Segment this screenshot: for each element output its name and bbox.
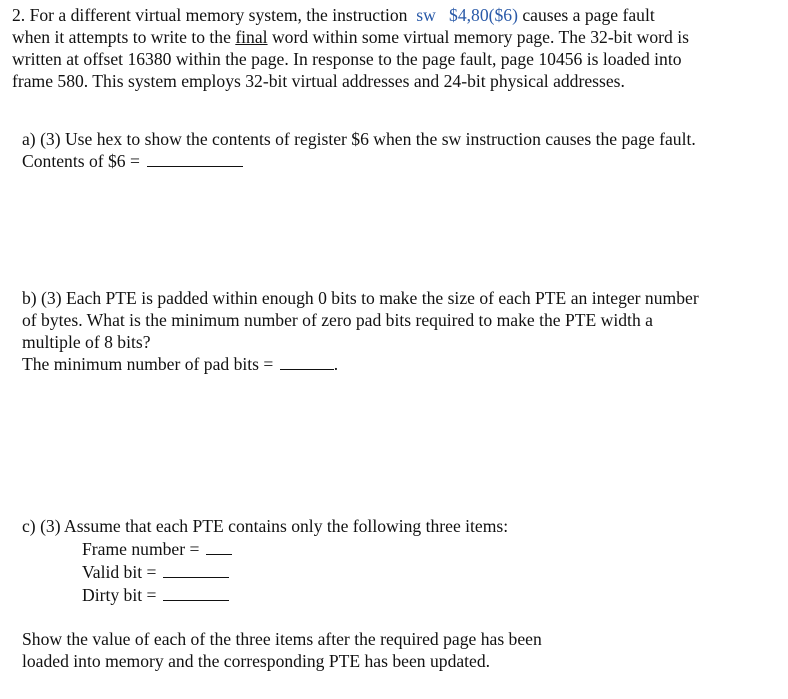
part-b-line-2: of bytes. What is the minimum number of zero pad bits required to make the PTE width a [22,310,653,330]
part-c-item-dirty-bit [82,584,229,606]
part-a-answer-label: Contents of $6 = [22,151,140,171]
frame-number-label: Frame number = [82,539,200,559]
frame-number-blank[interactable] [206,553,232,555]
problem-line-1-text: 2. For a different virtual memory system, the instruction [12,5,408,25]
problem-line-4: frame 580. This system employs 32-bit virtual addresses and 24-bit physical addresses. [12,71,625,91]
problem-line-1-end: causes a page fault [522,5,655,25]
part-a-question: a) (3) Use hex to show the contents of register $6 when the sw instruction causes the page fault. [22,129,696,149]
problem-line-1 [12,4,689,26]
part-b-answer-blank[interactable] [280,368,334,370]
dirty-bit-label: Dirty bit = [82,585,157,605]
part-b-answer-suffix: . [333,354,339,374]
instruction-operands: $4,80($6) [449,5,518,25]
dirty-bit-blank[interactable] [163,599,229,601]
part-a-answer-blank[interactable] [147,165,243,167]
problem-line-2 [12,26,689,48]
part-c-instructions [22,628,542,672]
valid-bit-label: Valid bit = [82,562,157,582]
part-b-answer-label: The minimum number of pad bits = [22,354,274,374]
problem-statement [12,4,689,92]
instruction-opcode: sw [416,5,436,25]
part-a [22,128,696,172]
part-c-item-valid-bit [82,561,229,583]
underlined-word-final: final [235,27,268,47]
valid-bit-blank[interactable] [163,576,229,578]
part-a-answer-row [22,150,696,172]
part-b-line-1: b) (3) Each PTE is padded within enough 0 bits to make the size of each PTE an integer number [22,288,699,308]
part-c-line-2: loaded into memory and the corresponding PTE has been updated. [22,651,491,671]
problem-line-2-end: word within some virtual memory page. The 32-bit word is [271,27,689,47]
part-c-item-frame-number [82,538,232,560]
problem-line-2-start: when it attempts to write to the [12,27,231,47]
part-c-question: c) (3) Assume that each PTE contains only the following three items: [22,516,509,536]
problem-line-3: written at offset 16380 within the page. In response to the page fault, page 10456 is loaded into [12,49,682,69]
part-b [22,287,699,375]
part-b-line-3: multiple of 8 bits? [22,332,151,352]
part-c-line-1: Show the value of each of the three items after the required page has been [22,629,542,649]
part-b-answer-row [22,353,699,375]
